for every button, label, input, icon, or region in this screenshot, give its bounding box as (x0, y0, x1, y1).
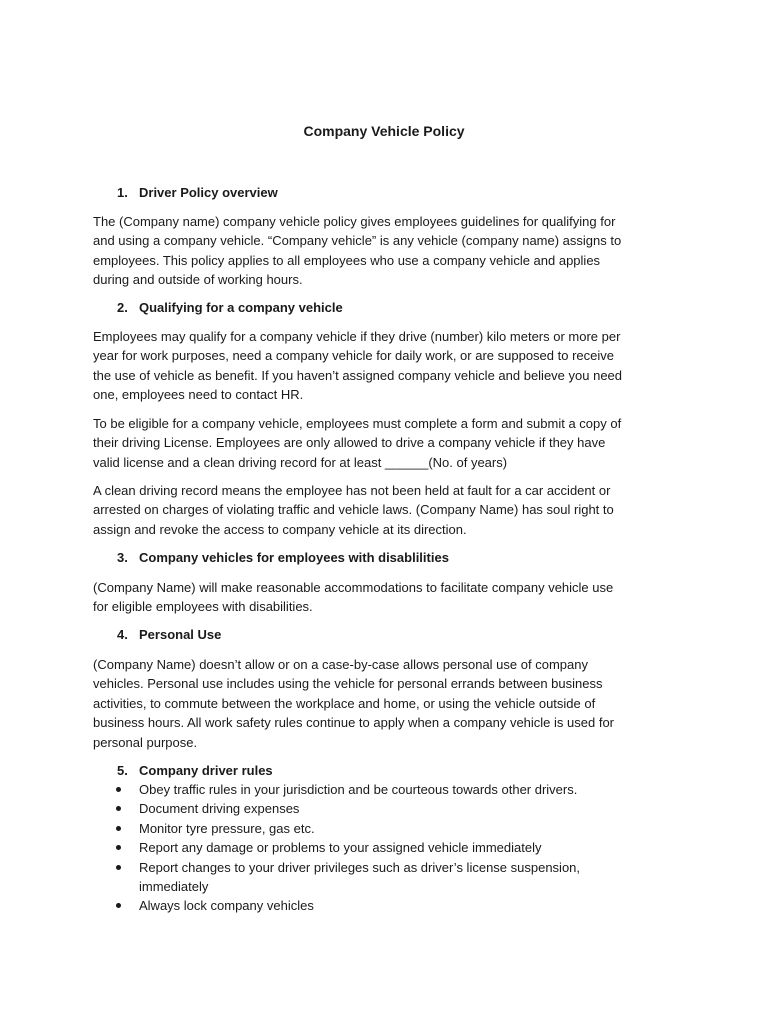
paragraph-line: assign and revoke the access to company vehicle at its direction. (93, 521, 467, 537)
section-heading-3 (117, 548, 449, 568)
paragraph-line: personal purpose. (93, 734, 198, 750)
paragraph-line: vehicles. Personal use includes using the vehicle for personal errands between business (93, 676, 603, 692)
section-number: 1. (117, 185, 128, 200)
section-title: Personal Use (139, 627, 222, 642)
section-number: 5. (117, 763, 128, 778)
paragraph-line: and using a company vehicle. “Company vehicle” is any vehicle (company name) assigns to (93, 233, 622, 249)
paragraph (93, 414, 683, 472)
paragraph-line: valid license and a clean driving record for at least ______(No. of years) (93, 454, 508, 470)
paragraph (93, 481, 683, 539)
paragraph-line: business hours. All work safety rules continue to apply when a company vehicle is used for (93, 715, 614, 731)
paragraph (93, 327, 683, 405)
paragraph-line: year for work purposes, need a company vehicle for daily work, or are supposed to receive (93, 348, 614, 364)
paragraph-line: A clean driving record means the employee has not been held at fault for a car accident or (93, 483, 611, 498)
section-number: 4. (117, 627, 128, 642)
list-item (112, 819, 672, 838)
paragraph (93, 578, 683, 617)
paragraph-line: The (Company name) company vehicle policy gives employees guidelines for qualifying for (93, 214, 616, 229)
list-item-text: Obey traffic rules in your jurisdiction and be courteous towards other drivers. (139, 782, 578, 797)
section-number: 2. (117, 300, 128, 315)
paragraph-line: their driving License. Employees are only allowed to drive a company vehicle if they have (93, 435, 606, 451)
list-item-text: Document driving expenses (139, 801, 300, 817)
list-item (112, 896, 672, 915)
section-title: Company driver rules (139, 763, 273, 778)
list-item-text: Monitor tyre pressure, gas etc. (139, 820, 315, 836)
section-heading-1 (117, 183, 278, 203)
paragraph (93, 212, 683, 290)
section-title: Driver Policy overview (139, 185, 278, 200)
list-item (112, 838, 672, 857)
section-title: Qualifying for a company vehicle (139, 300, 343, 315)
list-item-text: immediately (139, 879, 209, 895)
paragraph-line: during and outside of working hours. (93, 272, 303, 288)
paragraph (93, 655, 683, 752)
paragraph-line: for eligible employees with disabilities. (93, 599, 313, 615)
paragraph-line: employees. This policy applies to all employees who use a company vehicle and applies (93, 252, 601, 268)
section-number: 3. (117, 550, 128, 565)
document-title: Company Vehicle Policy (303, 123, 465, 139)
section-heading-4 (117, 625, 221, 645)
driver-rules-list (112, 780, 672, 916)
paragraph-line: one, employees need to contact HR. (93, 387, 304, 403)
list-item-text: Report any damage or problems to your assigned vehicle immediately (139, 840, 542, 856)
list-item (112, 780, 672, 799)
list-item-text: Report changes to your driver privileges such as driver’s license suspension, (139, 859, 581, 875)
list-item (112, 799, 672, 818)
paragraph-line: arrested on charges of violating traffic and vehicle laws. (Company Name) has soul right to (93, 502, 614, 518)
paragraph-line: (Company Name) will make reasonable accommodations to facilitate company vehicle use (93, 580, 614, 595)
paragraph-line: the use of vehicle as benefit. If you haven’t assigned company vehicle and believe you need (93, 367, 623, 383)
list-item-text: Always lock company vehicles (139, 898, 314, 914)
section-title: Company vehicles for employees with disablilities (139, 550, 449, 565)
paragraph-line: (Company Name) doesn’t allow or on a case-by-case allows personal use of company (93, 657, 588, 672)
list-item (112, 858, 672, 897)
paragraph-line: Employees may qualify for a company vehicle if they drive (number) kilo meters or more per (93, 329, 621, 344)
section-heading-2 (117, 298, 343, 318)
section-heading-5 (117, 761, 273, 781)
paragraph-line: To be eligible for a company vehicle, employees must complete a form and submit a copy of (93, 416, 622, 431)
paragraph-line: activities, to commute between the workplace and home, or using the vehicle outside of (93, 695, 596, 711)
